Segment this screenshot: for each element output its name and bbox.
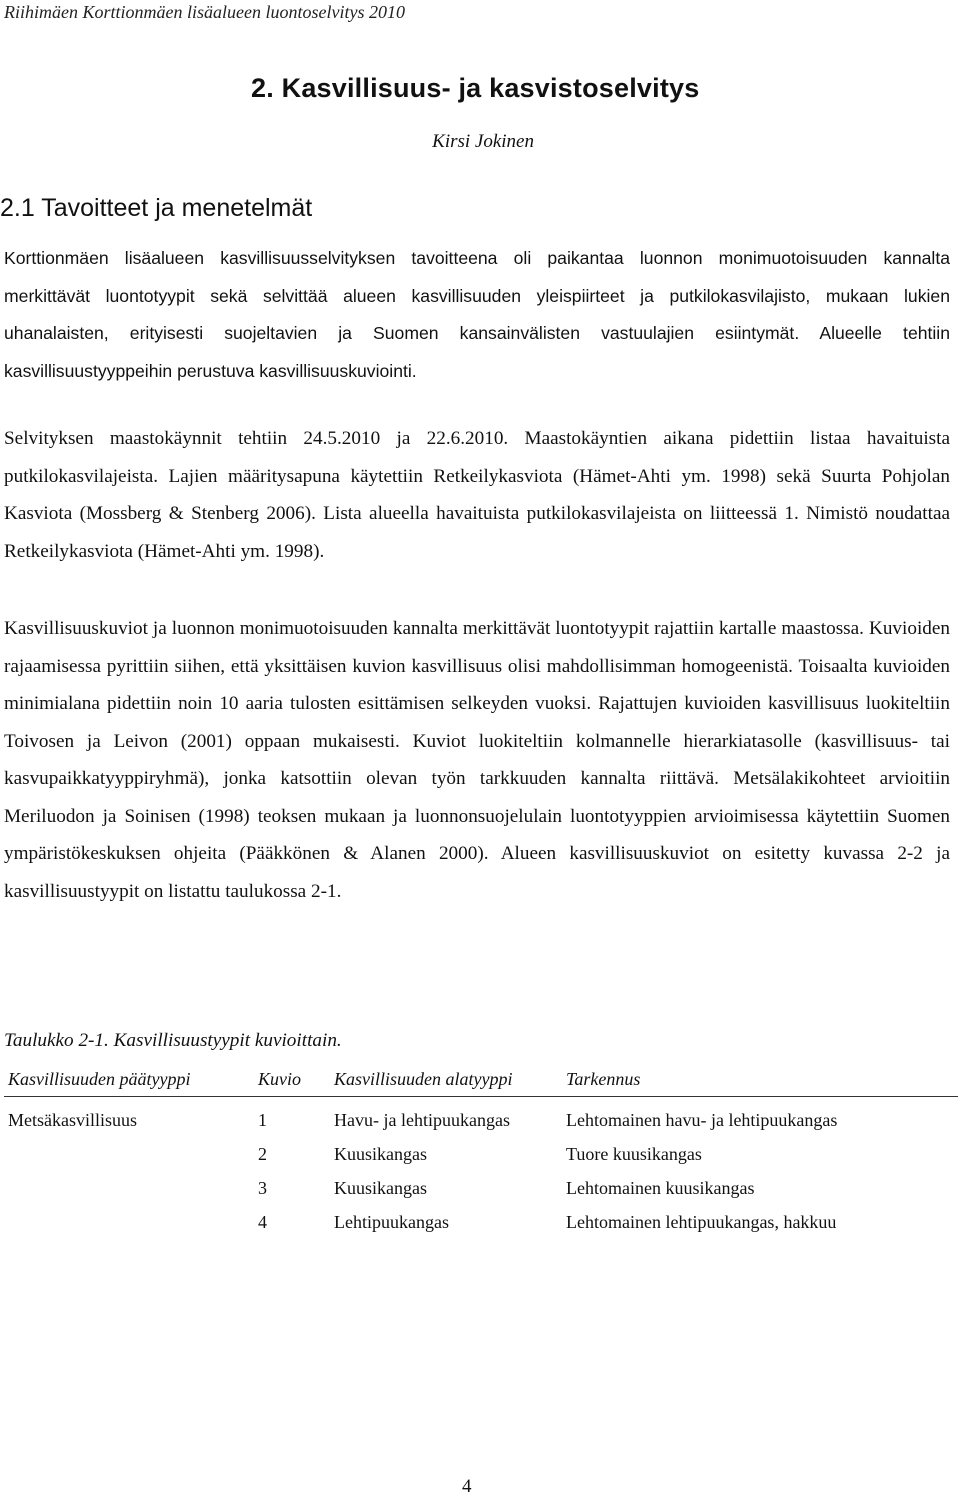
cell-subtype: Kuusikangas <box>334 1177 427 1198</box>
cell-figure: 2 <box>258 1143 267 1164</box>
page-number: 4 <box>462 1476 472 1497</box>
table-caption: Taulukko 2-1. Kasvillisuustyypit kuvioittain. <box>4 1030 342 1051</box>
column-header-figure: Kuvio <box>254 1062 330 1097</box>
paragraph-field-visits: Selvityksen maastokäynnit tehtiin 24.5.2010 ja 22.6.2010. Maastokäyntien aikana pidettiin listaa havaituista putkilokasvilajeista. Lajien määritysapuna käytettiin Retkeilykasviota (Hämet-Ahti ym. 1998) sekä Suurta Pohjolan Kasviota (Mossberg & Stenberg 2006). Lista alueella havaituista putkilokasvilajeista on liitteessä 1. Nimistö noudattaa Retkeilykasviota (Hämet-Ahti ym. 1998). <box>4 428 950 562</box>
running-header: Riihimäen Korttionmäen lisäalueen luontoselvitys 2010 <box>4 2 405 22</box>
cell-subtype: Lehtipuukangas <box>334 1211 449 1232</box>
cell-figure: 3 <box>258 1177 267 1198</box>
cell-figure: 1 <box>258 1109 267 1130</box>
column-header-specification: Tarkennus <box>562 1062 958 1097</box>
table-row <box>4 1171 958 1205</box>
column-header-main-type: Kasvillisuuden päätyyppi <box>4 1062 254 1097</box>
paragraph-vegetation-mapping: Kasvillisuuskuviot ja luonnon monimuotoisuuden kannalta merkittävät luontotyypit rajattiin kartalle maastossa. Kuvioiden rajaamisessa pyrittiin siihen, että yksittäisen kuvion kasvillisuus olisi mahdollisimman homogeenistä. Toisaalta kuvioiden minimialana pidettiin noin 10 aaria tulosten esittämisen selkeyden vuoksi. Rajattujen kuvioiden kasvillisuus luokiteltiin Toivosen ja Leivon (2001) oppaan mukaisesti. Kuviot luokiteltiin kolmannelle hierarkiatasolle (kasvillisuus- tai kasvupaikkatyyppiryhmä), jonka katsottiin olevan työn tarkkuuden kannalta riittävä. Metsälakikohteet arvioitiin Meriluodon ja Soinisen (1998) teoksen mukaan ja luonnonsuojelulain luontotyyppien arvioimisessa käytettiin Suomen ympäristökeskuksen ohjeita (Pääkkönen & Alanen 2000). Alueen kasvillisuuskuviot on esitetty kuvassa 2-2 ja kasvillisuustyypit on listattu taulukossa 2-1. <box>4 618 950 902</box>
cell-subtype: Kuusikangas <box>334 1143 427 1164</box>
author-name: Kirsi Jokinen <box>432 131 534 152</box>
cell-main-type <box>4 1205 254 1239</box>
cell-specification: Lehtomainen havu- ja lehtipuukangas <box>566 1109 838 1130</box>
cell-specification: Lehtomainen kuusikangas <box>566 1177 755 1198</box>
table-row <box>4 1205 958 1239</box>
column-header-subtype: Kasvillisuuden alatyyppi <box>330 1062 562 1097</box>
section-title: 2.1 Tavoitteet ja menetelmät <box>0 194 313 222</box>
vegetation-table <box>4 1062 958 1239</box>
chapter-title: 2. Kasvillisuus- ja kasvistoselvitys <box>251 73 700 103</box>
cell-specification: Lehtomainen lehtipuukangas, hakkuu <box>566 1211 837 1232</box>
cell-specification: Tuore kuusikangas <box>566 1143 702 1164</box>
table-row <box>4 1097 958 1138</box>
cell-main-type <box>4 1137 254 1171</box>
table-row <box>4 1137 958 1171</box>
cell-subtype: Havu- ja lehtipuukangas <box>334 1109 510 1130</box>
table-header-row <box>4 1062 958 1097</box>
paragraph-objectives: Korttionmäen lisäalueen kasvillisuusselvityksen tavoitteena oli paikantaa luonnon monimuotoisuuden kannalta merkittävät luontotyypit sekä selvittää alueen kasvillisuuden yleispiirteet ja putkilokasvilajisto, mukaan lukien uhanalaisten, erityisesti suojeltavien ja Suomen kansainvälisten vastuulajien esiintymät. Alueelle tehtiin kasvillisuustyyppeihin perustuva kasvillisuuskuviointi. <box>4 248 950 381</box>
cell-figure: 4 <box>258 1211 267 1232</box>
cell-main-type <box>4 1171 254 1205</box>
cell-main-type: Metsäkasvillisuus <box>8 1109 137 1130</box>
